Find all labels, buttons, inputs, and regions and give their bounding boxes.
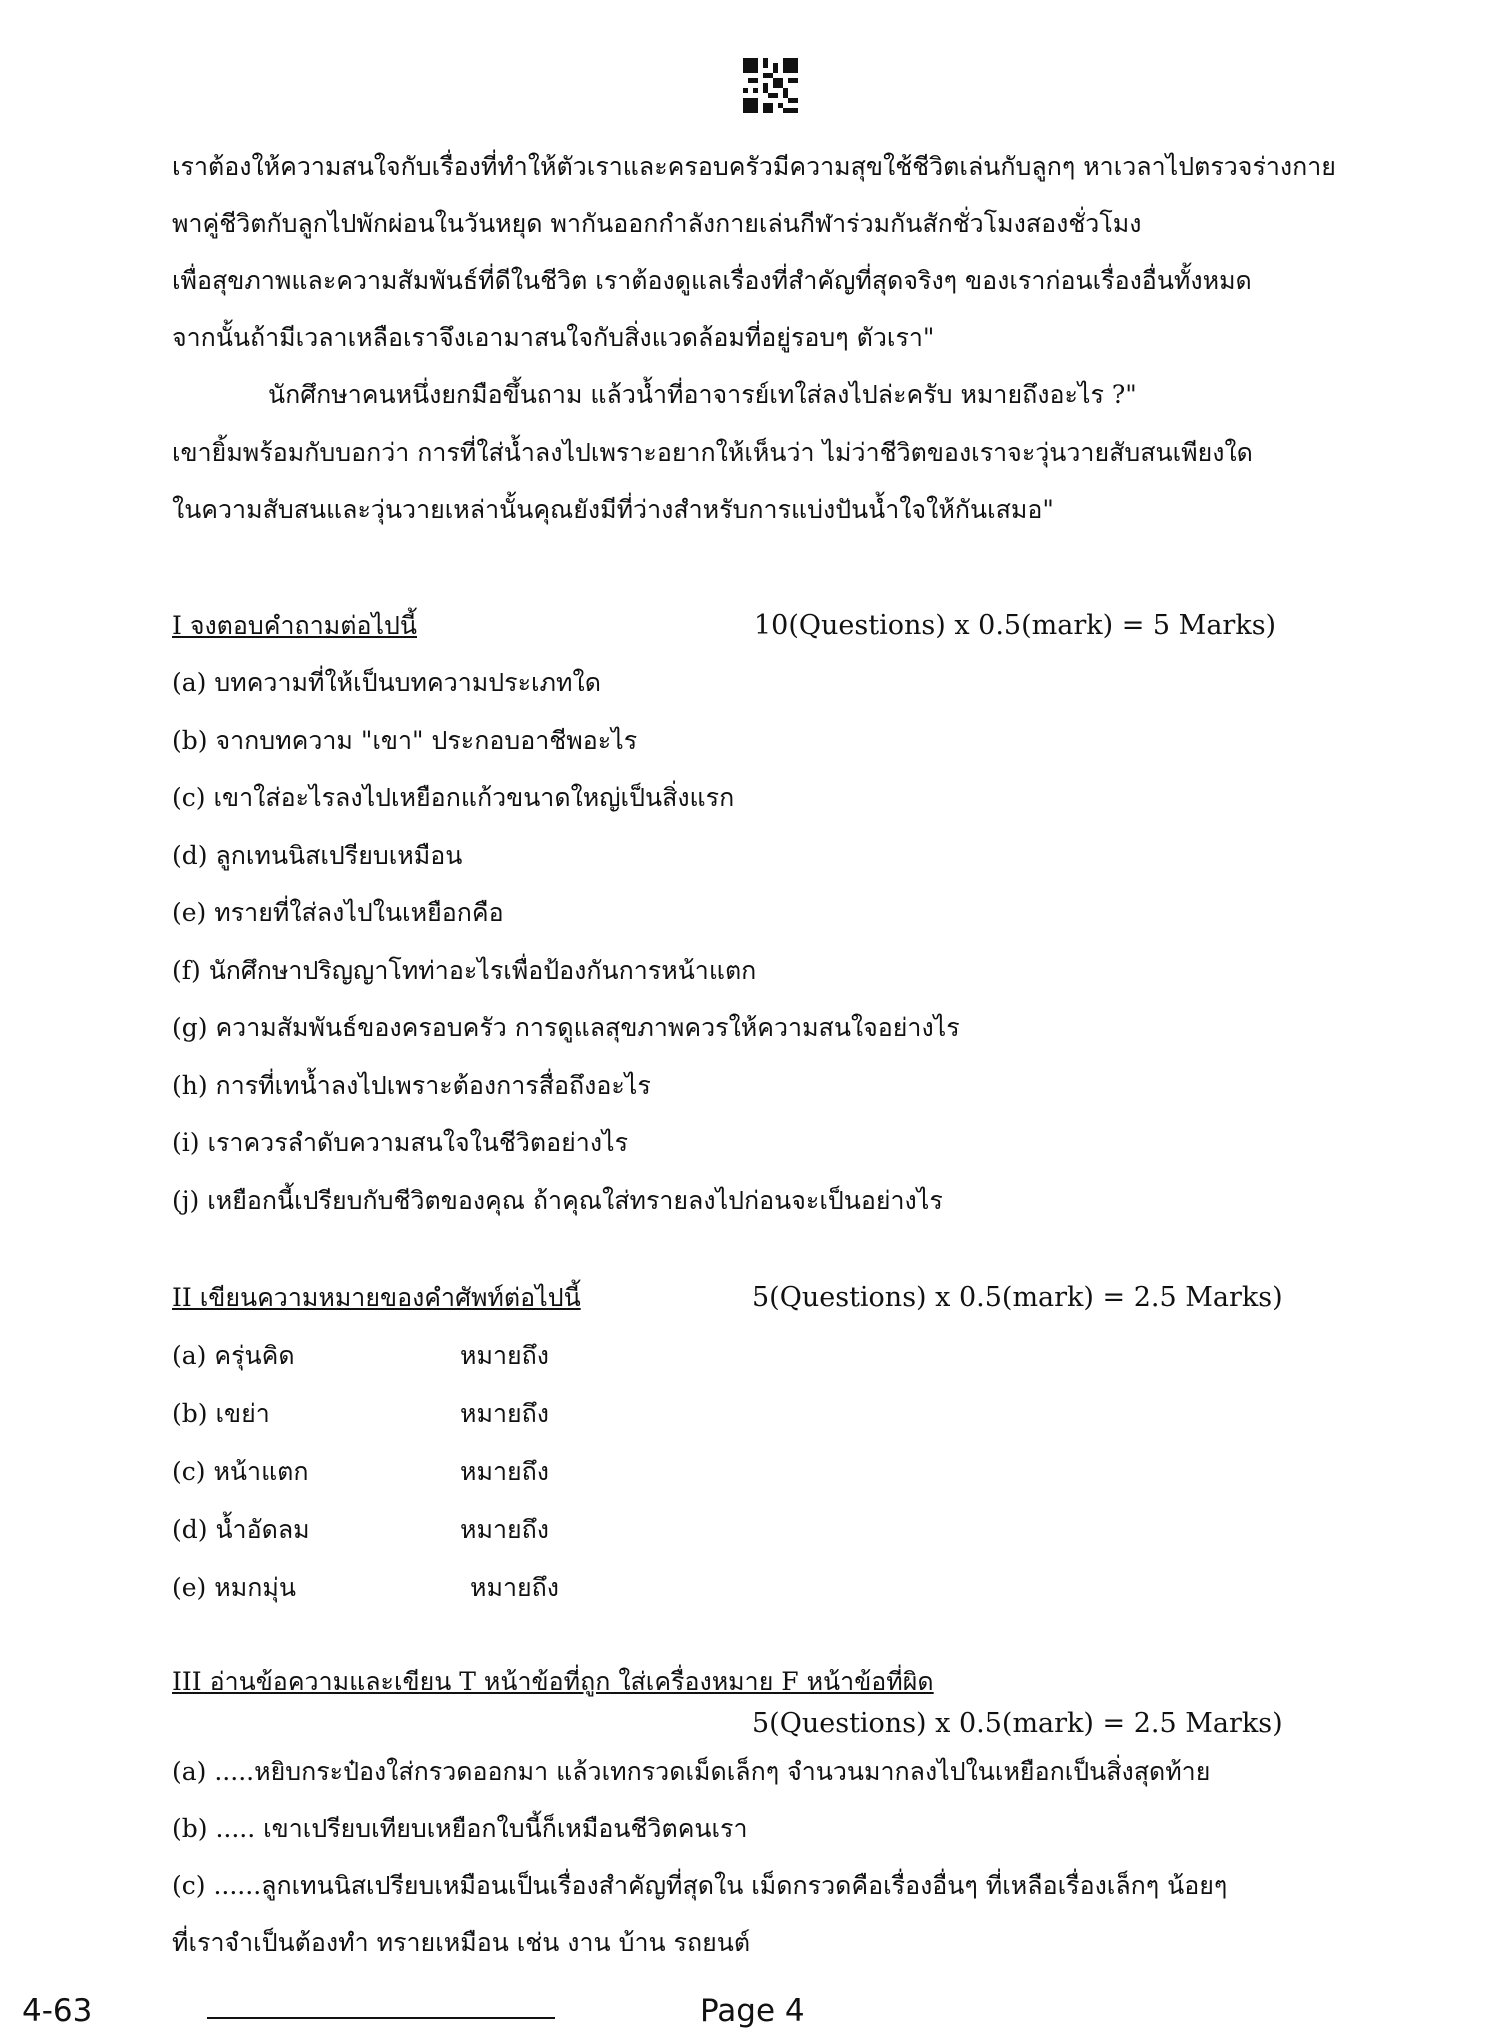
question-item: (a) บทความที่ให้เป็นบทความประเภทใด bbox=[172, 668, 601, 697]
story-line: เราต้องให้ความสนใจกับเรื่องที่ทำให้ตัวเราและครอบครัวมีความสุขใช้ชีวิตเล่นกับลูกๆ หาเวลาไปตรวจร่างกาย bbox=[172, 152, 1336, 181]
vocab-word: (a) ครุ่นคิด bbox=[172, 1341, 295, 1370]
story-line: เพื่อสุขภาพและความสัมพันธ์ที่ดีในชีวิต เราต้องดูแลเรื่องที่สำคัญที่สุดจริงๆ ของเราก่อนเรื่องอื่นทั้งหมด bbox=[172, 266, 1252, 295]
vocab-meaning-label: หมายถึง bbox=[460, 1399, 549, 1428]
true-false-item-continuation: ที่เราจำเป็นต้องทำ ทรายเหมือน เช่น งาน บ้าน รถยนต์ bbox=[172, 1928, 751, 1957]
story-line: พาคู่ชีวิตกับลูกไปพักผ่อนในวันหยุด พากันออกกำลังกายเล่นกีฬาร่วมกันสักชั่วโมงสองชั่วโมง bbox=[172, 209, 1142, 238]
qr-code-icon bbox=[743, 58, 798, 113]
footer-divider bbox=[207, 2017, 555, 2019]
question-item: (g) ความสัมพันธ์ของครอบครัว การดูแลสุขภาพควรให้ความสนใจอย่างไร bbox=[172, 1013, 960, 1042]
true-false-item: (b) ..... เขาเปรียบเทียบเหยือกใบนี้ก็เหมือนชีวิตคนเรา bbox=[172, 1814, 748, 1843]
question-item: (b) จากบทความ "เขา" ประกอบอาชีพอะไร bbox=[172, 726, 638, 755]
vocab-meaning-label: หมายถึง bbox=[460, 1341, 549, 1370]
question-item: (d) ลูกเทนนิสเปรียบเหมือน bbox=[172, 841, 463, 870]
question-item: (c) เขาใส่อะไรลงไปเหยือกแก้วขนาดใหญ่เป็นสิ่งแรก bbox=[172, 783, 735, 812]
vocab-word: (e) หมกมุ่น bbox=[172, 1573, 296, 1602]
true-false-item: (a) .....หยิบกระป๋องใส่กรวดออกมา แล้วเทกรวดเม็ดเล็กๆ จำนวนมากลงไปในเหยือกเป็นสิ่งสุดท้าย bbox=[172, 1757, 1211, 1786]
story-line: จากนั้นถ้ามีเวลาเหลือเราจึงเอามาสนใจกับสิ่งแวดล้อมที่อยู่รอบๆ ตัวเรา" bbox=[172, 323, 935, 352]
section-1-heading: I จงตอบคำถามต่อไปนี้ bbox=[172, 611, 417, 640]
story-line: เขายิ้มพร้อมกับบอกว่า การที่ใส่น้ำลงไปเพราะอยากให้เห็นว่า ไม่ว่าชีวิตของเราจะวุ่นวายสับสนเพียงใด bbox=[172, 438, 1253, 467]
question-item: (h) การที่เทน้ำลงไปเพราะต้องการสื่อถึงอะไร bbox=[172, 1071, 651, 1100]
page-number: Page 4 bbox=[700, 1993, 805, 2029]
section-3-heading: III อ่านข้อความและเขียน T หน้าข้อที่ถูก ใส่เครื่องหมาย F หน้าข้อที่ผิด bbox=[172, 1667, 934, 1696]
section-2-marks: 5(Questions) x 0.5(mark) = 2.5 Marks) bbox=[752, 1282, 1283, 1313]
question-item: (i) เราควรลำดับความสนใจในชีวิตอย่างไร bbox=[172, 1128, 629, 1157]
vocab-meaning-label: หมายถึง bbox=[470, 1573, 559, 1602]
vocab-word: (d) น้ำอัดลม bbox=[172, 1515, 310, 1544]
question-item: (e) ทรายที่ใส่ลงไปในเหยือกคือ bbox=[172, 898, 504, 927]
story-line: นักศึกษาคนหนึ่งยกมือขึ้นถาม แล้วน้ำที่อาจารย์เทใส่ลงไปล่ะครับ หมายถึงอะไร ?" bbox=[268, 380, 1137, 409]
story-line: ในความสับสนและวุ่นวายเหล่านั้นคุณยังมีที่ว่างสำหรับการแบ่งปันน้ำใจให้กันเสมอ" bbox=[172, 495, 1054, 524]
question-item: (f) นักศึกษาปริญญาโทท่าอะไรเพื่อป้องกันการหน้าแตก bbox=[172, 956, 757, 985]
vocab-word: (b) เขย่า bbox=[172, 1399, 270, 1428]
true-false-item: (c) ......ลูกเทนนิสเปรียบเหมือนเป็นเรื่องสำคัญที่สุดใน เม็ดกรวดคือเรื่องอื่นๆ ที่เหลือเรื่องเล็กๆ น้อยๆ bbox=[172, 1871, 1228, 1900]
section-3-marks: 5(Questions) x 0.5(mark) = 2.5 Marks) bbox=[752, 1708, 1283, 1739]
section-1-marks: 10(Questions) x 0.5(mark) = 5 Marks) bbox=[754, 610, 1277, 641]
vocab-word: (c) หน้าแตก bbox=[172, 1457, 309, 1486]
vocab-meaning-label: หมายถึง bbox=[460, 1457, 549, 1486]
vocab-meaning-label: หมายถึง bbox=[460, 1515, 549, 1544]
footer-code: 4-63 bbox=[22, 1993, 93, 2029]
question-item: (j) เหยือกนี้เปรียบกับชีวิตของคุณ ถ้าคุณใส่ทรายลงไปก่อนจะเป็นอย่างไร bbox=[172, 1186, 943, 1215]
section-2-heading: II เขียนความหมายของคำศัพท์ต่อไปนี้ bbox=[172, 1283, 581, 1312]
